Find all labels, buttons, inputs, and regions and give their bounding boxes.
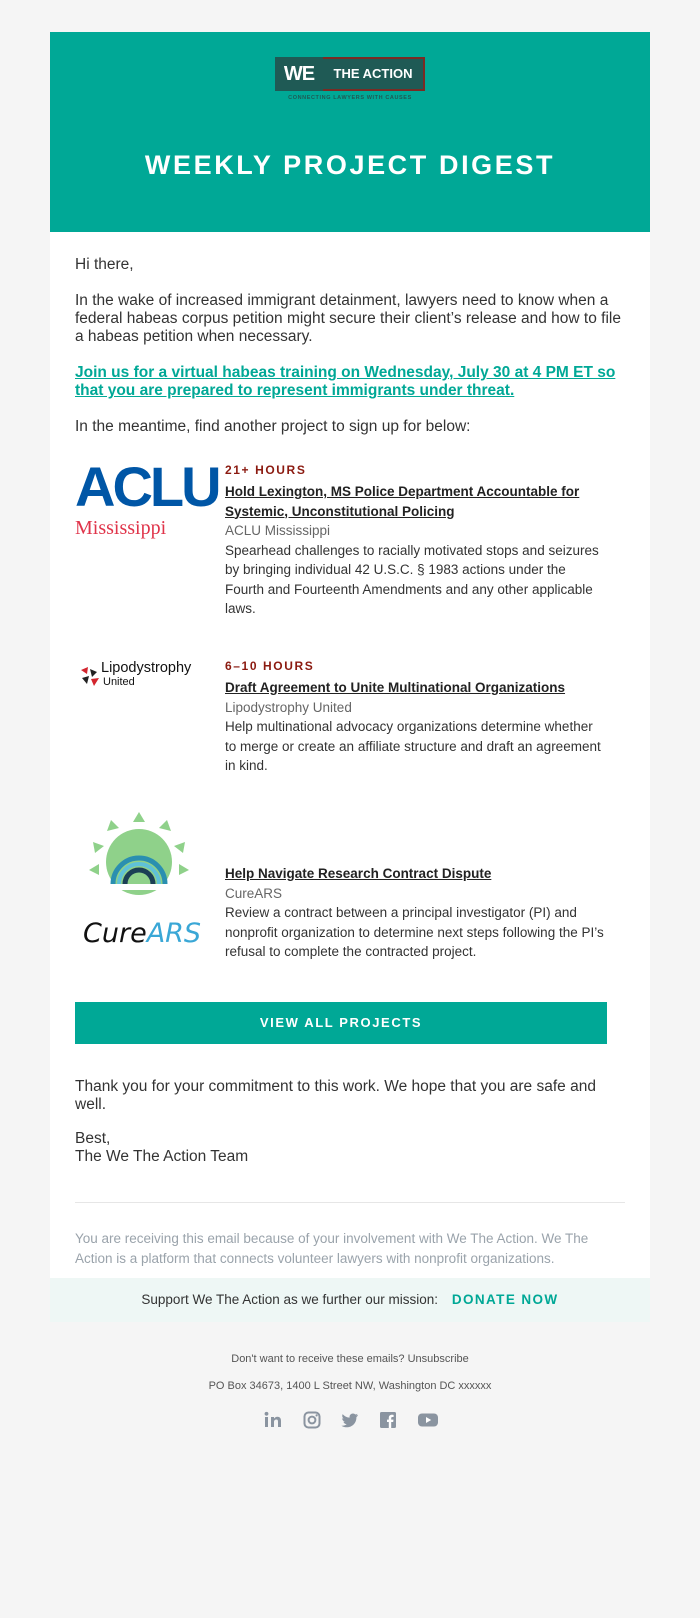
support-bar	[50, 1278, 650, 1322]
instagram-icon[interactable]	[302, 1410, 322, 1430]
unsubscribe-text[interactable]: Don't want to receive these emails? Unsubscribe	[231, 1353, 469, 1365]
social-links	[0, 1410, 700, 1430]
logo-tagline: CONNECTING LAWYERS WITH CAUSES	[288, 95, 412, 101]
project-description: Review a contract between a principal investigator (PI) and nonprofit organization to determine next steps following the PI’s refusal to complete the contracted project.	[225, 905, 604, 959]
email-body	[50, 232, 650, 1306]
we-the-action-logo[interactable]	[275, 57, 425, 105]
view-all-projects-button[interactable]: VIEW ALL PROJECTS	[75, 1002, 607, 1044]
aclu-mississippi-logo	[75, 455, 225, 658]
project-title-link[interactable]: Hold Lexington, MS Police Department Accountable for Systemic, Unconstitutional Policing	[225, 484, 580, 519]
aclu-logo-word: ACLU	[75, 455, 219, 518]
curears-logo	[75, 836, 225, 992]
page-title: WEEKLY PROJECT DIGEST	[144, 150, 556, 180]
project-title-link[interactable]: Draft Agreement to Unite Multinational Organizations	[225, 680, 566, 695]
lipodystrophy-logo-name: Lipodystrophy	[101, 660, 192, 676]
closing-team: The We The Action Team	[75, 1148, 249, 1165]
curears-logo-cure: Cure	[83, 918, 147, 949]
aclu-logo-state: Mississippi	[75, 517, 167, 539]
project-hours: 21+ HOURS	[225, 463, 307, 477]
project-title-link[interactable]: Help Navigate Research Contract Dispute	[225, 866, 492, 881]
footer-note: You are receiving this email because of your involvement with We The Action. We The Action is a platform that connects volunteer lawyers with nonprofit organizations.	[75, 1231, 589, 1266]
closing-signoff: Best,	[75, 1130, 111, 1147]
habeas-training-link[interactable]: Join us for a virtual habeas training on Wednesday, July 30 at 4 PM ET so that you are prepared to represent immigrants under threat.	[75, 364, 616, 399]
donate-now-link[interactable]: DONATE NOW	[451, 1292, 559, 1307]
divider	[75, 1202, 625, 1203]
project-card	[75, 836, 625, 992]
project-organization: ACLU Mississippi	[225, 523, 331, 538]
lipodystrophy-logo-sub: United	[103, 676, 135, 688]
email-header	[50, 32, 650, 232]
greeting: Hi there,	[75, 256, 134, 273]
project-organization: CureARS	[225, 885, 283, 901]
lipodystrophy-united-logo	[75, 658, 225, 836]
youtube-icon[interactable]	[417, 1410, 437, 1430]
project-info	[225, 462, 607, 658]
project-description: Spearhead challenges to racially motivated stops and seizures by bringing individual 42 U.S.C. § 1983 actions under the Fourth and Fourteenth Amendments and any other applicable laws.	[225, 542, 599, 616]
project-info	[225, 658, 607, 836]
lipodystrophy-mark-icon	[79, 666, 101, 688]
project-description: Help multinational advocacy organizations determine whether to merge or create an affiliate structure and draft an agreement in kind.	[225, 719, 601, 773]
meantime-text: In the meantime, find another project to sign up for below:	[75, 418, 471, 435]
project-card	[75, 455, 625, 658]
linkedin-icon[interactable]	[263, 1410, 283, 1430]
closing-thanks: Thank you for your commitment to this work. We hope that you are safe and well.	[75, 1078, 596, 1113]
project-card	[75, 658, 625, 836]
logo-the-action: THE ACTION	[323, 57, 425, 91]
project-organization: Lipodystrophy United	[225, 699, 352, 715]
facebook-icon[interactable]	[378, 1410, 398, 1430]
email-container	[50, 32, 650, 1306]
support-text: Support We The Action as we further our mission:	[141, 1292, 439, 1307]
logo-we: WE	[275, 57, 323, 91]
curears-logo-text	[83, 918, 201, 949]
mailing-address: PO Box 34673, 1400 L Street NW, Washington DC xxxxxx	[208, 1380, 492, 1392]
project-info	[225, 836, 607, 992]
curears-logo-ars: ARS	[146, 918, 202, 949]
intro-paragraph: In the wake of increased immigrant detainment, lawyers need to know when a federal habeas corpus petition might secure their client’s release and how to file a habeas petition when necessary.	[75, 292, 621, 345]
project-hours: 6–10 HOURS	[225, 659, 315, 673]
twitter-icon[interactable]	[340, 1410, 360, 1430]
